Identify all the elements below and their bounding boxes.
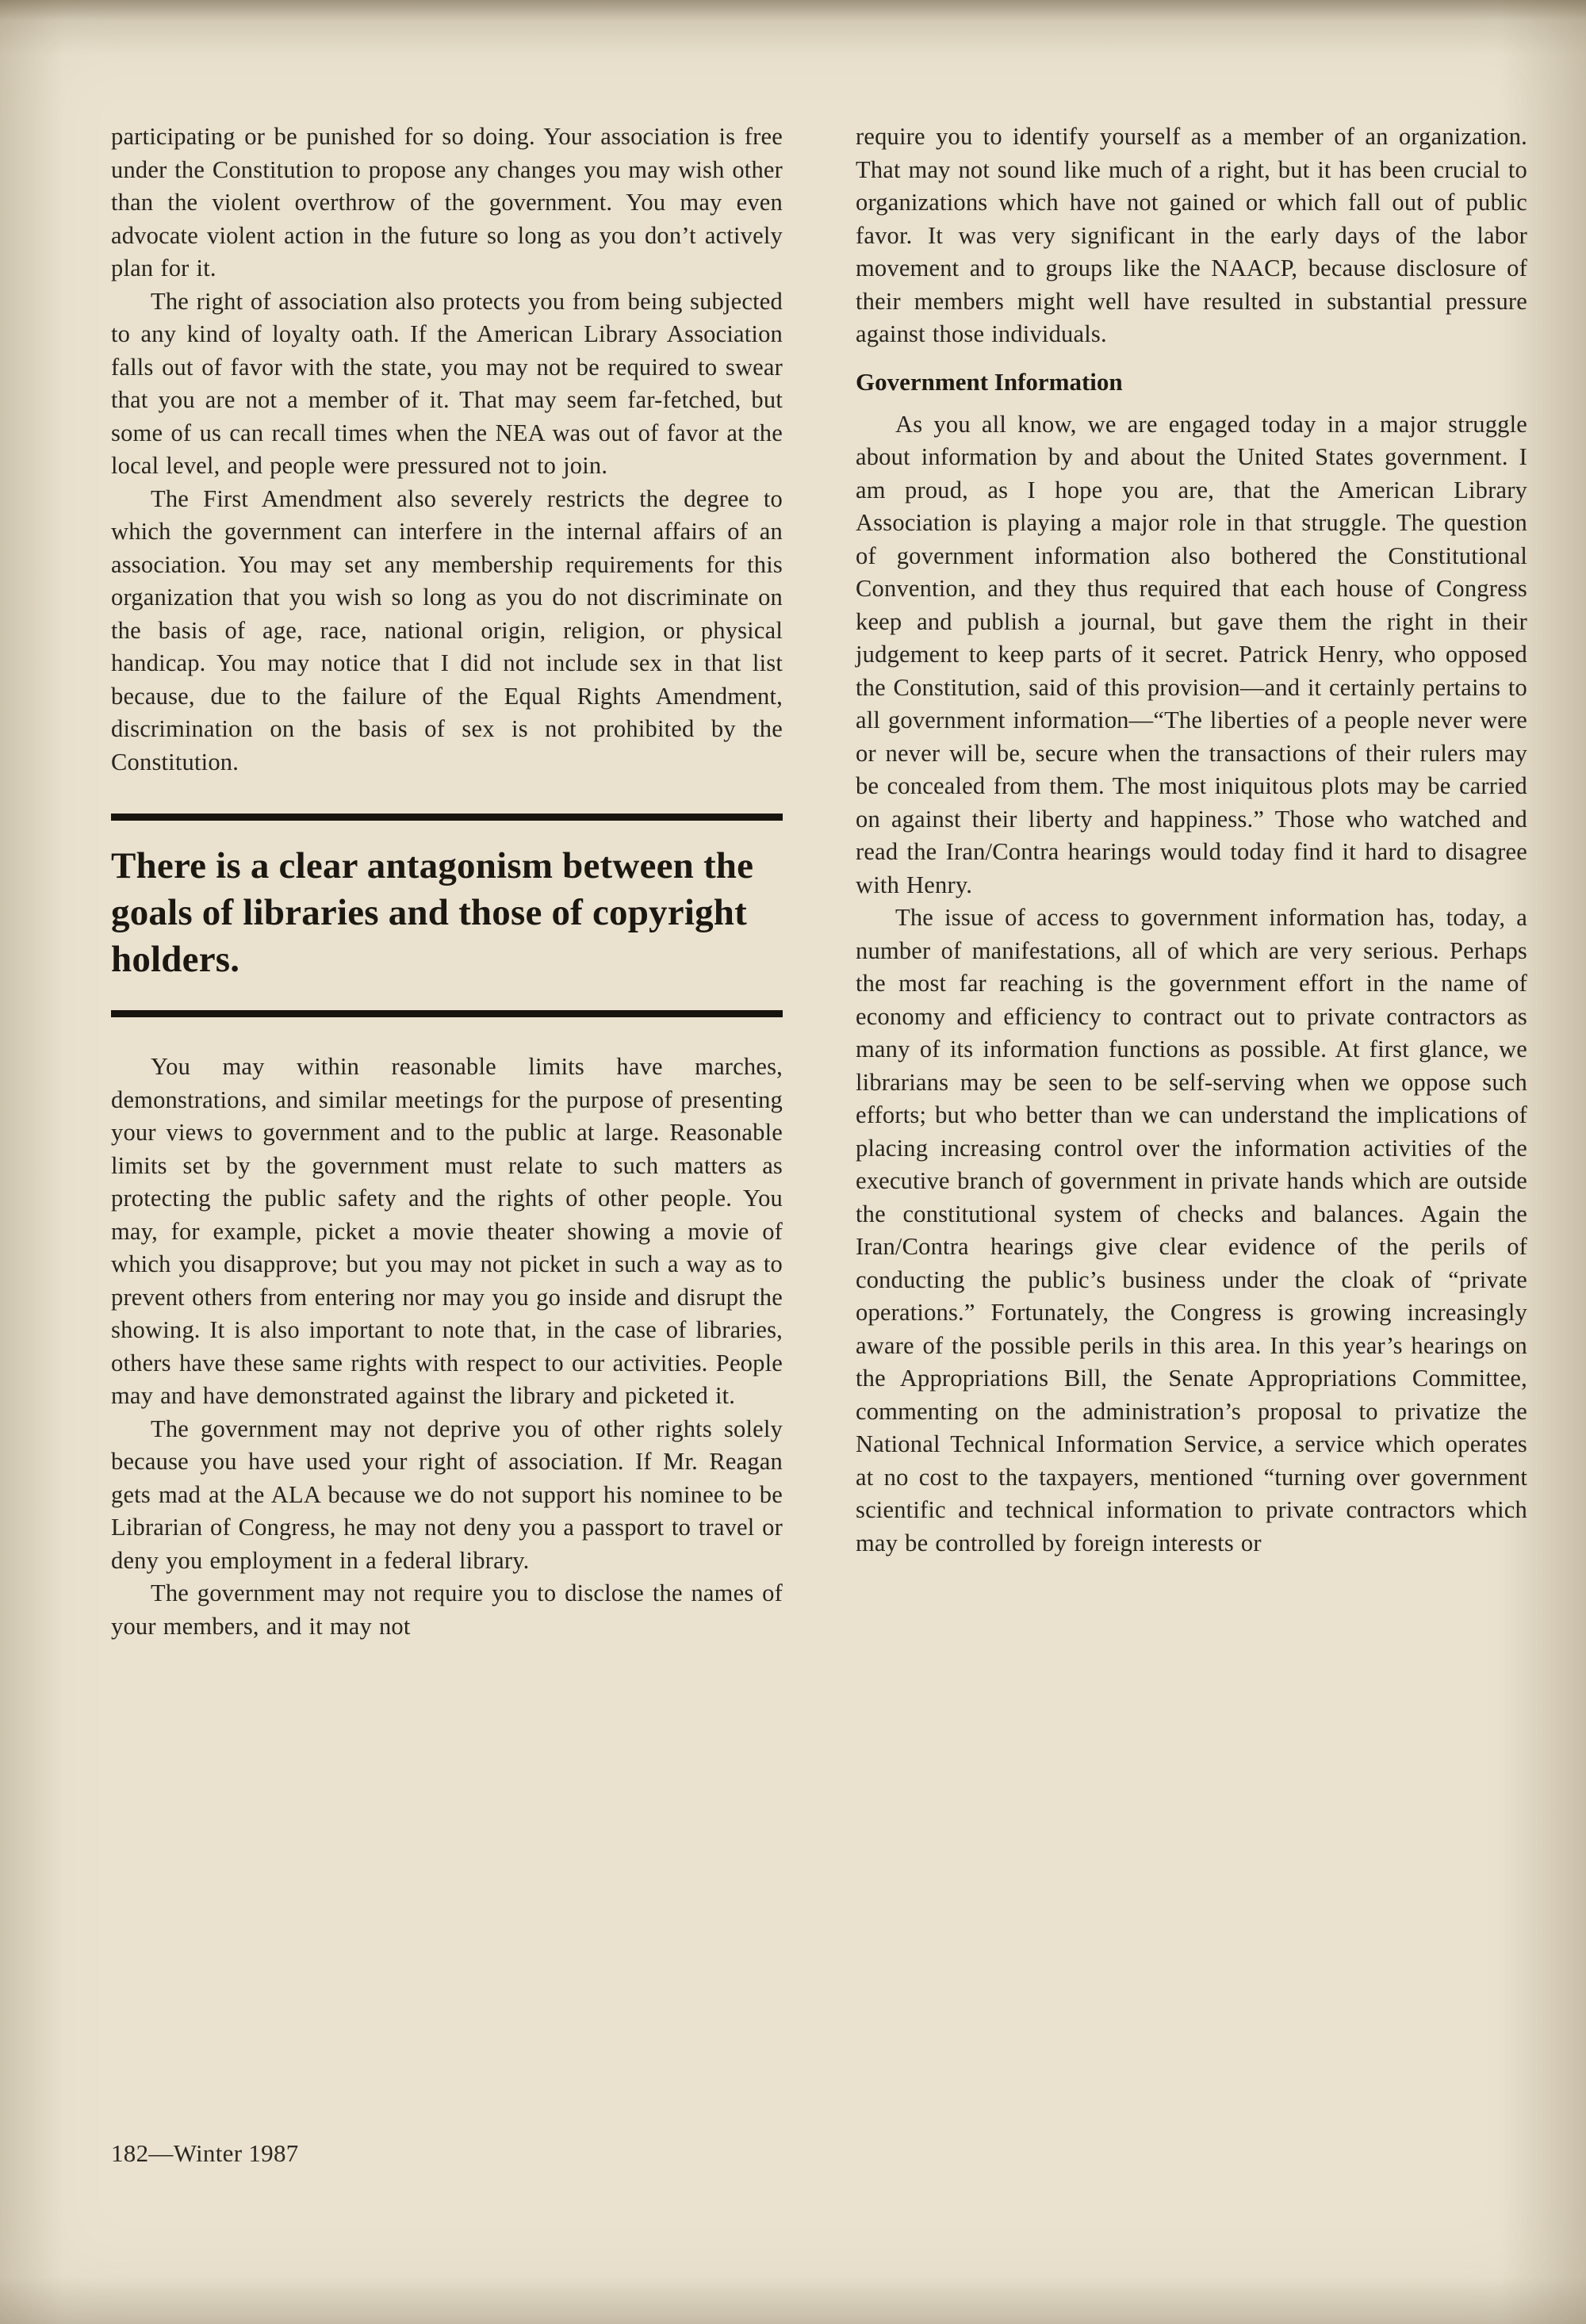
- paragraph: require you to identify yourself as a member of an organization. That may not sound like much of a right, but it has been crucial to organizations which have not gained or which fall out of public favor. It was very significant in the early days of the labor movement and to groups like the NAACP, because disclosure of their members might well have resulted in substantial pressure against those individuals.: [856, 123, 1527, 347]
- section-heading-government-information: Government Information: [856, 367, 1123, 396]
- paragraph: The government may not deprive you of other rights solely because you have used your right of association. If Mr. Reagan gets mad at the ALA because we do not support his nominee to be Librarian of Congress, he may not deny you a passport to travel or deny you employment in a federal library.: [111, 1415, 783, 1574]
- page-number-footer: 182—Winter 1987: [111, 2139, 299, 2167]
- pull-quote: [111, 814, 783, 1017]
- pull-quote-text: There is a clear antagonism between the goals of libraries and those of copyright holders.: [111, 845, 754, 980]
- paragraph: participating or be punished for so doing. Your association is free under the Constitution to propose any changes you may wish other than the violent overthrow of the government. You may even advocate violent action in the future so long as you don’t actively plan for it.: [111, 123, 783, 281]
- paragraph: The right of association also protects you from being subjected to any kind of loyalty oath. If the American Library Association falls out of favor with the state, you may not be required to swear that you are not a member of it. That may seem far-fetched, but some of us can recall times when the NEA was out of favor at the local level, and people were pressured not to join.: [111, 287, 783, 479]
- paragraph: The government may not require you to disclose the names of your members, and it may not: [111, 1579, 783, 1640]
- paragraph: As you all know, we are engaged today in a major struggle about information by and about the United States government. I am proud, as I hope you are, that the American Library Association is playing a major role in that struggle. The question of government information also bothered the Constitutional Convention, and they thus required that each house of Congress keep and publish a journal, but gave them the right in their judgement to keep parts of it secret. Patrick Henry, who opposed the Constitution, said of this provision—and it certainly pertains to all government information—“The liberties of a people never were or never will be, secure when the transactions of their rulers may be concealed from them. The most iniquitous plots may be carried on against their liberty and happiness.” Those who watched and read the Iran/Contra hearings would today find it hard to disagree with Henry.: [856, 410, 1527, 898]
- paragraph: The issue of access to government information has, today, a number of manifestations, all of which are very serious. Perhaps the most far reaching is the government effort in the name of economy and efficiency to contract out to private contractors as many of its information functions as possible. At first glance, we librarians may be seen to be self-serving when we oppose such efforts; but who better than we can understand the implications of placing increasing control over the information activities of the executive branch of government in private hands which are outside the constitutional system of checks and balances. Again the Iran/Contra hearings give clear evidence of the perils of conducting the public’s business under the cloak of “private operations.” Fortunately, the Congress is growing increasingly aware of the possible perils in this area. In this year’s hearings on the Appropriations Bill, the Senate Appropriations Committee, commenting on the administration’s proposal to privatize the National Technical Information Service, a service which operates at no cost to the taxpayers, mentioned “turning over government scientific and technical information to private contractors which may be controlled by foreign interests or: [856, 904, 1527, 1556]
- two-column-text-block: [111, 121, 1527, 1643]
- paragraph: You may within reasonable limits have marches, demonstrations, and similar meetings for the purpose of presenting your views to government and to the public at large. Reasonable limits set by the government must relate to such matters as protecting the public safety and the rights of other people. You may, for example, picket a movie theater showing a movie of which you disapprove; but you may not picket in such a way as to prevent others from entering nor may you go inside and disrupt the showing. It is also important to note that, in the case of libraries, others have these same rights with respect to our activities. People may and have demonstrated against the library and picketed it.: [111, 1053, 783, 1409]
- left-column: [111, 121, 783, 1643]
- right-column: [856, 121, 1527, 1643]
- paragraph: The First Amendment also severely restricts the degree to which the government can interfere in the internal affairs of an association. You may set any membership requirements for this organization that you wish so long as you do not discriminate on the basis of age, race, national origin, religion, or physical handicap. You may notice that I did not include sex in that list because, due to the failure of the Equal Rights Amendment, discrimination on the basis of sex is not prohibited by the Constitution.: [111, 484, 783, 775]
